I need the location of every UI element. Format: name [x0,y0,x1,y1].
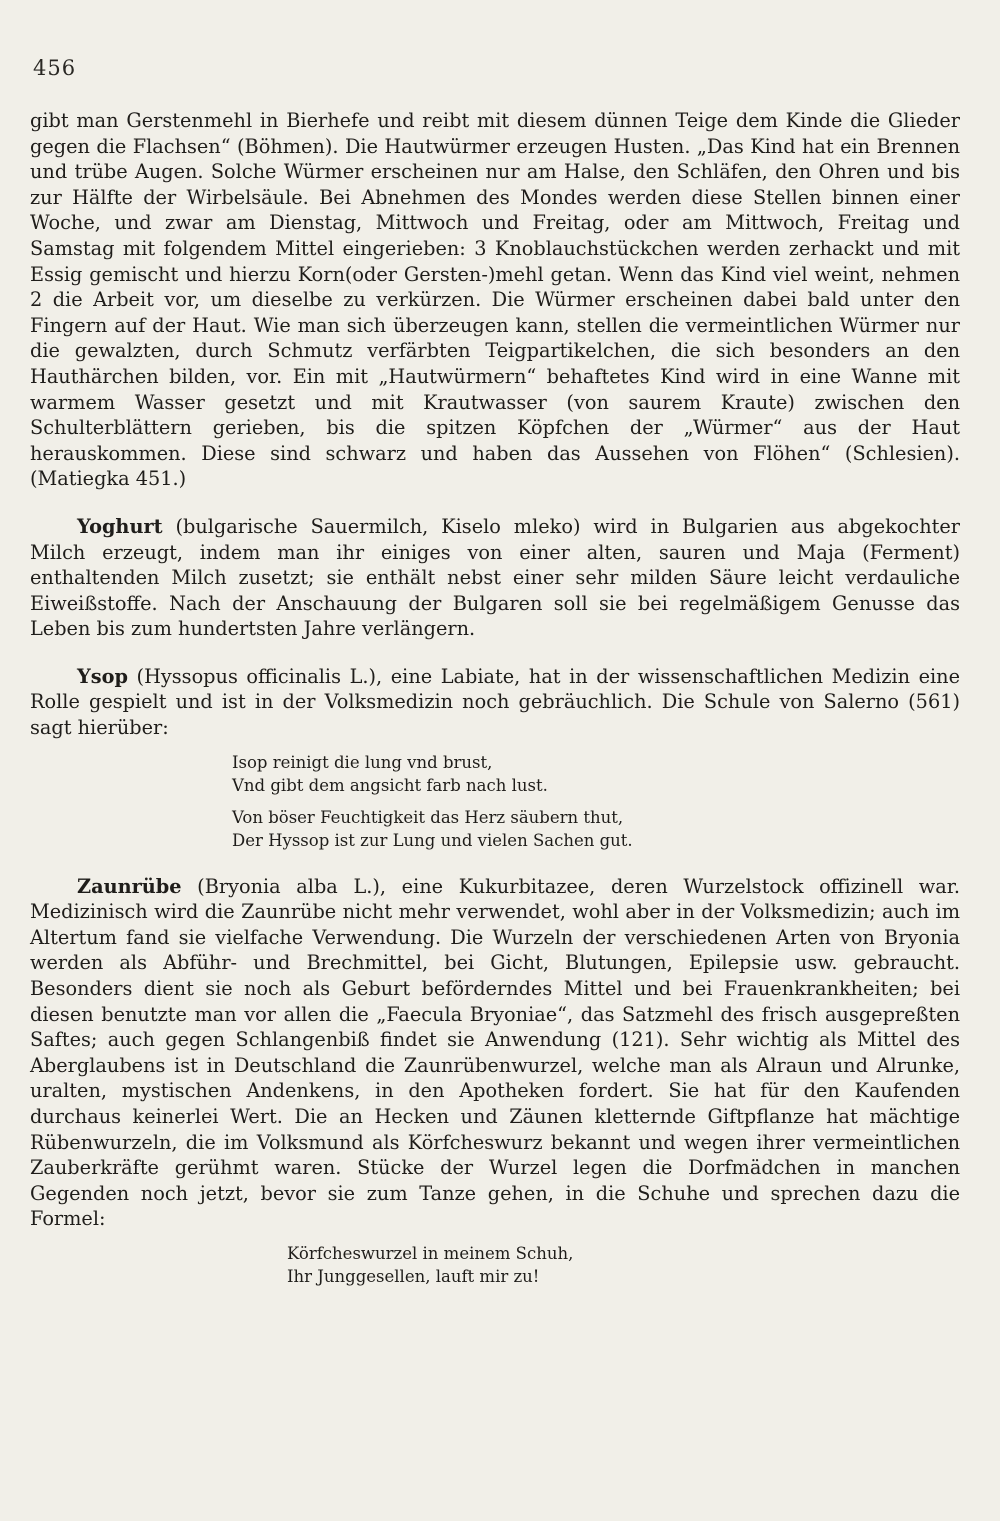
verse-ysop [30,751,960,852]
entry-heading-yoghurt: Yoghurt [77,514,163,538]
entry-heading-ysop: Ysop [77,664,128,688]
verse-line: Von böser Feuchtigkeit das Herz säubern thut, [232,807,624,827]
entry-zaunruebe [30,874,960,1232]
verse-line: Vnd gibt dem angsicht farb nach lust. [232,775,548,795]
paragraph-continuation: gibt man Gerstenmehl in Bierhefe und reibt mit diesem dünnen Teige dem Kinde die Glieder gegen die Flachsen“ (Böhmen). Die Hautwürmer erzeugen Husten. „Das Kind hat ein Brennen und trübe Augen. Solche Würmer erscheinen nur am Halse, den Schläfen, den Ohren und bis zur Hälfte der Wirbelsäule. Bei Abnehmen des Mondes werden diese Stellen binnen einer Woche, und zwar am Dienstag, Mittwoch und Freitag, oder am Mittwoch, Freitag und Samstag mit folgendem Mittel eingerieben: 3 Knoblauchstückchen werden zerhackt und mit Essig gemischt und hierzu Korn(oder Gersten-)mehl getan. Wenn das Kind viel weint, nehmen 2 die Arbeit vor, um dieselbe zu verkürzen. Die Würmer erscheinen dabei bald unter den Fingern auf der Haut. Wie man sich überzeugen kann, stellen die vermeintlichen Würmer nur die gewalzten, durch Schmutz verfärbten Teigpartikelchen, die sich besonders an den Hauthärchen bilden, vor. Ein mit „Hautwürmern“ behaftetes Kind wird in eine Wanne mit warmem Wasser gesetzt und mit Krautwasser (von saurem Kraute) zwischen den Schulterblättern gerieben, bis die spitzen Köpfchen der „Würmer“ aus der Haut herauskommen. Diese sind schwarz und haben das Aussehen von Flöhen“ (Schlesien). (Matiegka 451.) [30,109,960,491]
entry-heading-zaunruebe: Zaunrübe [77,874,182,898]
verse-line: Der Hyssop ist zur Lung und vielen Sachen gut. [232,830,633,850]
verse-line: Isop reinigt die lung vnd brust, [232,752,493,772]
stanza-gap [30,797,960,806]
body-text [30,108,960,1298]
page-number: 456 [33,56,77,80]
verse-line: Ihr Junggesellen, lauft mir zu! [287,1266,540,1286]
entry-text-yoghurt: (bulgarische Sauermilch, Kiselo mleko) wird in Bulgarien aus abgekochter Milch erzeugt, indem man ihr einiges von einer alten, sauren und Maja (Ferment) enthaltenden Milch zusetzt; sie enthält nebst einer sehr milden Säure leicht verdauliche Eiweißstoffe. Nach der Anschauung der Bulgaren soll sie bei regelmäßigem Genusse das Leben bis zum hundertsten Jahre verlängern. [30,514,960,641]
entry-text-zaunruebe: (Bryonia alba L.), eine Kukurbitazee, deren Wurzelstock offizinell war. Medizinisch wird die Zaunrübe nicht mehr verwendet, wohl aber in der Volksmedizin; auch im Altertum fand sie vielfache Verwendung. Die Wurzeln der verschiedenen Arten von Bryonia werden als Abführ- und Brechmittel, bei Gicht, Blutungen, Epilepsie usw. gebraucht. Besonders dient sie noch als Geburt beförderndes Mittel und bei Frauenkrankheiten; bei diesen benutzte man vor allen die „Faecula Bryoniae“, das Satzmehl des frisch ausgepreßten Saftes; auch gegen Schlangenbiß findet sie Anwendung (121). Sehr wichtig als Mittel des Aberglaubens ist in Deutschland die Zaunrübenwurzel, welche man als Alraun und Alrunke, uralten, mystischen Andenkens, in den Apotheken fordert. Sie hat für den Kaufenden durchaus keinerlei Wert. Die an Hecken und Zäunen kletternde Giftpflanze hat mächtige Rübenwurzeln, die im Volksmund als Körfcheswurz bekannt und wegen ihrer vermeintlichen Zauberkräfte gerühmt waren. Stücke der Wurzel legen die Dorfmädchen in manchen Gegenden noch jetzt, bevor sie zum Tanze gehen, in die Schuhe und sprechen dazu die Formel: [30,874,960,1231]
verse-zaunruebe [30,1242,960,1288]
entry-yoghurt [30,514,960,642]
verse-line: Körfcheswurzel in meinem Schuh, [287,1243,574,1263]
entry-ysop [30,664,960,741]
entry-text-ysop: (Hyssopus officinalis L.), eine Labiate, hat in der wissenschaftlichen Medizin eine Rolle gespielt und ist in der Volksmedizin noch gebräuchlich. Die Schule von Salerno (561) sagt hierüber: [30,664,960,740]
